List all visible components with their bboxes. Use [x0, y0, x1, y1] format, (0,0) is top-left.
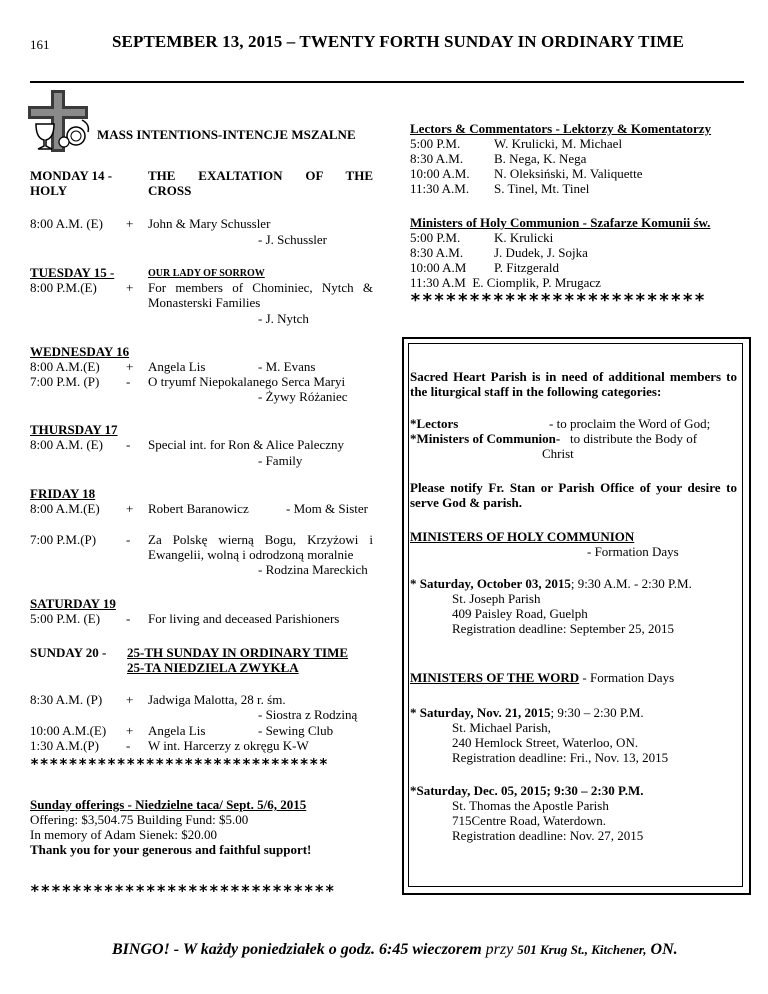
sunday-time-3: 1:30 A.M.(P) [30, 738, 99, 753]
event-3-deadline: Registration deadline: Nov. 27, 2015 [452, 828, 644, 843]
wednesday-sign-1: + [126, 359, 134, 374]
friday-time-2: 7:00 P.M.(P) [30, 532, 97, 547]
thursday-time: 8:00 A.M. (E) [30, 437, 103, 452]
cross-chalice-host-icon [24, 88, 94, 154]
mow-subtitle: - Formation Days [582, 670, 675, 685]
wednesday-by-2: - Żywy Różaniec [258, 389, 348, 404]
monday-time: 8:00 A.M. (E) [30, 216, 103, 231]
monday-day-holy: HOLY [30, 183, 68, 198]
sunday-day: SUNDAY 20 - [30, 645, 107, 660]
friday-by-2: - Rodzina Mareckich [258, 562, 368, 577]
event-2-place: St. Michael Parish, [452, 720, 551, 735]
event-1-address: 409 Paisley Road, Guelph [452, 606, 588, 621]
sunday-sign-3: - [126, 738, 131, 753]
thursday-by: - Family [258, 453, 303, 468]
lectors-time-1: 5:00 P.M. [410, 136, 461, 151]
sunday-sign-2: + [126, 723, 134, 738]
event-1-deadline: Registration deadline: September 25, 2015 [452, 621, 675, 636]
sunday-intention-1: Jadwiga Malotta, 28 r. śm. [148, 692, 286, 707]
wednesday-time-1: 8:00 A.M.(E) [30, 359, 100, 374]
event-1-place: St. Joseph Parish [452, 591, 541, 606]
mhc-subtitle: - Formation Days [587, 544, 679, 559]
friday-sign-2: - [126, 532, 131, 547]
monday-sign: + [126, 216, 134, 231]
ministers-names-1: K. Krulicki [494, 230, 554, 245]
notice-intro: Sacred Heart Parish is in need of additional members to the liturgical staff in the following categories: [410, 369, 737, 399]
bingo-main: BINGO! - W każdy poniedziałek o godz. 6:45 wieczorem [112, 941, 482, 958]
friday-time-1: 8:00 A.M.(E) [30, 501, 100, 516]
ministers-time-3: 10:00 A.M [410, 260, 467, 275]
monday-intention: John & Mary Schussler [148, 216, 271, 231]
friday-intention-2-cont: Ewangelii, wolną i odrodzoną moralnie [148, 547, 354, 562]
sunday-by-1: - Siostra z Rodziną [258, 707, 358, 722]
monday-by: - J. Schussler [258, 232, 327, 247]
wednesday-intention-2: O tryumf Niepokalanego Serca Maryi [148, 374, 346, 389]
mow-title-line [410, 670, 674, 685]
sunday-feast-polish: 25-TA NIEDZIELA ZWYKŁA [127, 660, 299, 675]
bingo-on: ON. [650, 941, 678, 958]
tuesday-feast: OUR LADY OF SORROW [148, 268, 265, 279]
friday-day: FRIDAY 18 [30, 486, 96, 501]
wednesday-intention-1: Angela Lis [148, 359, 206, 374]
offerings-line-1: Offering: $3,504.75 Building Fund: $5.00 [30, 812, 249, 827]
sunday-intention-2: Angela Lis [148, 723, 206, 738]
ministers-desc-cont: Christ [542, 446, 574, 461]
ministers-time-1: 5:00 P.M. [410, 230, 461, 245]
sunday-intention-3: W int. Harcerzy z okręgu K-W [148, 738, 309, 753]
ministers-names-2: J. Dudek, J. Sojka [494, 245, 588, 260]
event-2-date-line [410, 705, 644, 720]
lectors-names-2: B. Nega, K. Nega [494, 151, 587, 166]
notify-text: Please notify Fr. Stan or Parish Office of your desire to serve God & parish. [410, 480, 737, 510]
lectors-names-1: W. Krulicki, M. Michael [494, 136, 623, 151]
ministers-time-2: 8:30 A.M. [410, 245, 464, 260]
tuesday-intention-cont: Monasterski Families [148, 295, 261, 310]
mow-title: MINISTERS OF THE WORD [410, 670, 580, 685]
lectors-desc: - to proclaim the Word of God; [549, 416, 711, 431]
event-1-date: * Saturday, October 03, 2015 [410, 576, 571, 591]
ministers-names-3: P. Fitzgerald [494, 260, 559, 275]
event-2-deadline: Registration deadline: Fri., Nov. 13, 2015 [452, 750, 669, 765]
event-2-address: 240 Hemlock Street, Waterloo, ON. [452, 735, 639, 750]
event-3-place: St. Thomas the Apostle Parish [452, 798, 609, 813]
monday-feast: THE EXALTATION OF THE [148, 168, 373, 183]
wednesday-time-2: 7:00 P.M. (P) [30, 374, 100, 389]
offerings-thanks: Thank you for your generous and faithful support! [30, 842, 312, 857]
saturday-sign: - [126, 611, 131, 626]
sunday-time-1: 8:30 A.M. (P) [30, 692, 103, 707]
tuesday-intention: For members of Chominiec, Nytch & [148, 280, 373, 295]
bingo-przy: przy [485, 941, 514, 958]
event-3-address: 715Centre Road, Waterdown. [452, 813, 606, 828]
lectors-time-4: 11:30 A.M. [410, 181, 470, 196]
wednesday-by-1: - M. Evans [258, 359, 316, 374]
lectors-time-3: 10:00 A.M. [410, 166, 470, 181]
event-1-date-line [410, 576, 692, 591]
thursday-day: THURSDAY 17 [30, 422, 118, 437]
ministers-title: Ministers of Holy Communion - Szafarze Komunii św. [410, 215, 711, 230]
saturday-intention: For living and deceased Parishioners [148, 611, 340, 626]
wednesday-sign-2: - [126, 374, 131, 389]
tuesday-time: 8:00 P.M.(E) [30, 280, 97, 295]
friday-by-1: - Mom & Sister [286, 501, 368, 516]
lectors-time-2: 8:30 A.M. [410, 151, 464, 166]
monday-feast-cross: CROSS [148, 183, 192, 198]
monday-day: MONDAY 14 - [30, 168, 113, 183]
offerings-title: Sunday offerings - Niedzielne taca/ Sept. 5/6, 2015 [30, 797, 307, 812]
mhc-title: MINISTERS OF HOLY COMMUNION [410, 529, 635, 544]
ministers-last-row: 11:30 A.M E. Ciomplik, P. Mrugacz [410, 275, 601, 290]
event-1-time: ; 9:30 A.M. - 2:30 P.M. [570, 576, 692, 591]
mass-intentions-heading: MASS INTENTIONS-INTENCJE MSZALNE [97, 127, 356, 142]
bingo-address: 501 Krug St., Kitchener, [517, 942, 647, 957]
thursday-intention: Special int. for Ron & Alice Paleczny [148, 437, 345, 452]
bingo-footer [112, 942, 678, 957]
friday-intention-2: Za Polskę wierną Bogu, Krzyżowi i [148, 532, 373, 547]
friday-intention-1: Robert Baranowicz [148, 501, 249, 516]
event-3-date: *Saturday, Dec. 05, 2015; 9:30 – 2:30 P.M. [410, 783, 644, 798]
page-number: 161 [30, 37, 50, 52]
wednesday-day: WEDNESDAY 16 [30, 344, 130, 359]
header-divider [30, 81, 744, 83]
saturday-day: SATURDAY 19 [30, 596, 116, 611]
sunday-by-2: - Sewing Club [258, 723, 334, 738]
sunday-time-2: 10:00 A.M.(E) [30, 723, 107, 738]
page-title: SEPTEMBER 13, 2015 – TWENTY FORTH SUNDAY IN ORDINARY TIME [112, 32, 684, 51]
tuesday-day: TUESDAY 15 - [30, 265, 115, 280]
sunday-sign-1: + [126, 692, 134, 707]
saturday-time: 5:00 P.M. (E) [30, 611, 101, 626]
event-2-time: ; 9:30 – 2:30 P.M. [550, 705, 644, 720]
offerings-line-2: In memory of Adam Sienek: $20.00 [30, 827, 218, 842]
lectors-names-3: N. Oleksiński, M. Valiquette [494, 166, 643, 181]
event-2-date: * Saturday, Nov. 21, 2015 [410, 705, 551, 720]
thursday-sign: - [126, 437, 131, 452]
ministers-label: *Ministers of Communion- [410, 431, 561, 446]
lectors-names-4: S. Tinel, Mt. Tinel [494, 181, 590, 196]
tuesday-sign: + [126, 280, 134, 295]
stars-divider-left: ******************************* [30, 755, 329, 773]
sunday-feast: 25-TH SUNDAY IN ORDINARY TIME [127, 645, 349, 660]
lectors-title: Lectors & Commentators - Lektorzy & Komentatorzy [410, 121, 712, 136]
lectors-label: *Lectors [410, 416, 459, 431]
friday-sign-1: + [126, 501, 134, 516]
tuesday-by: - J. Nytch [258, 311, 309, 326]
stars-divider-bottom: ***************************** [30, 881, 336, 900]
ministers-desc: to distribute the Body of [570, 431, 698, 446]
stars-divider-right: ************************* [410, 290, 706, 311]
